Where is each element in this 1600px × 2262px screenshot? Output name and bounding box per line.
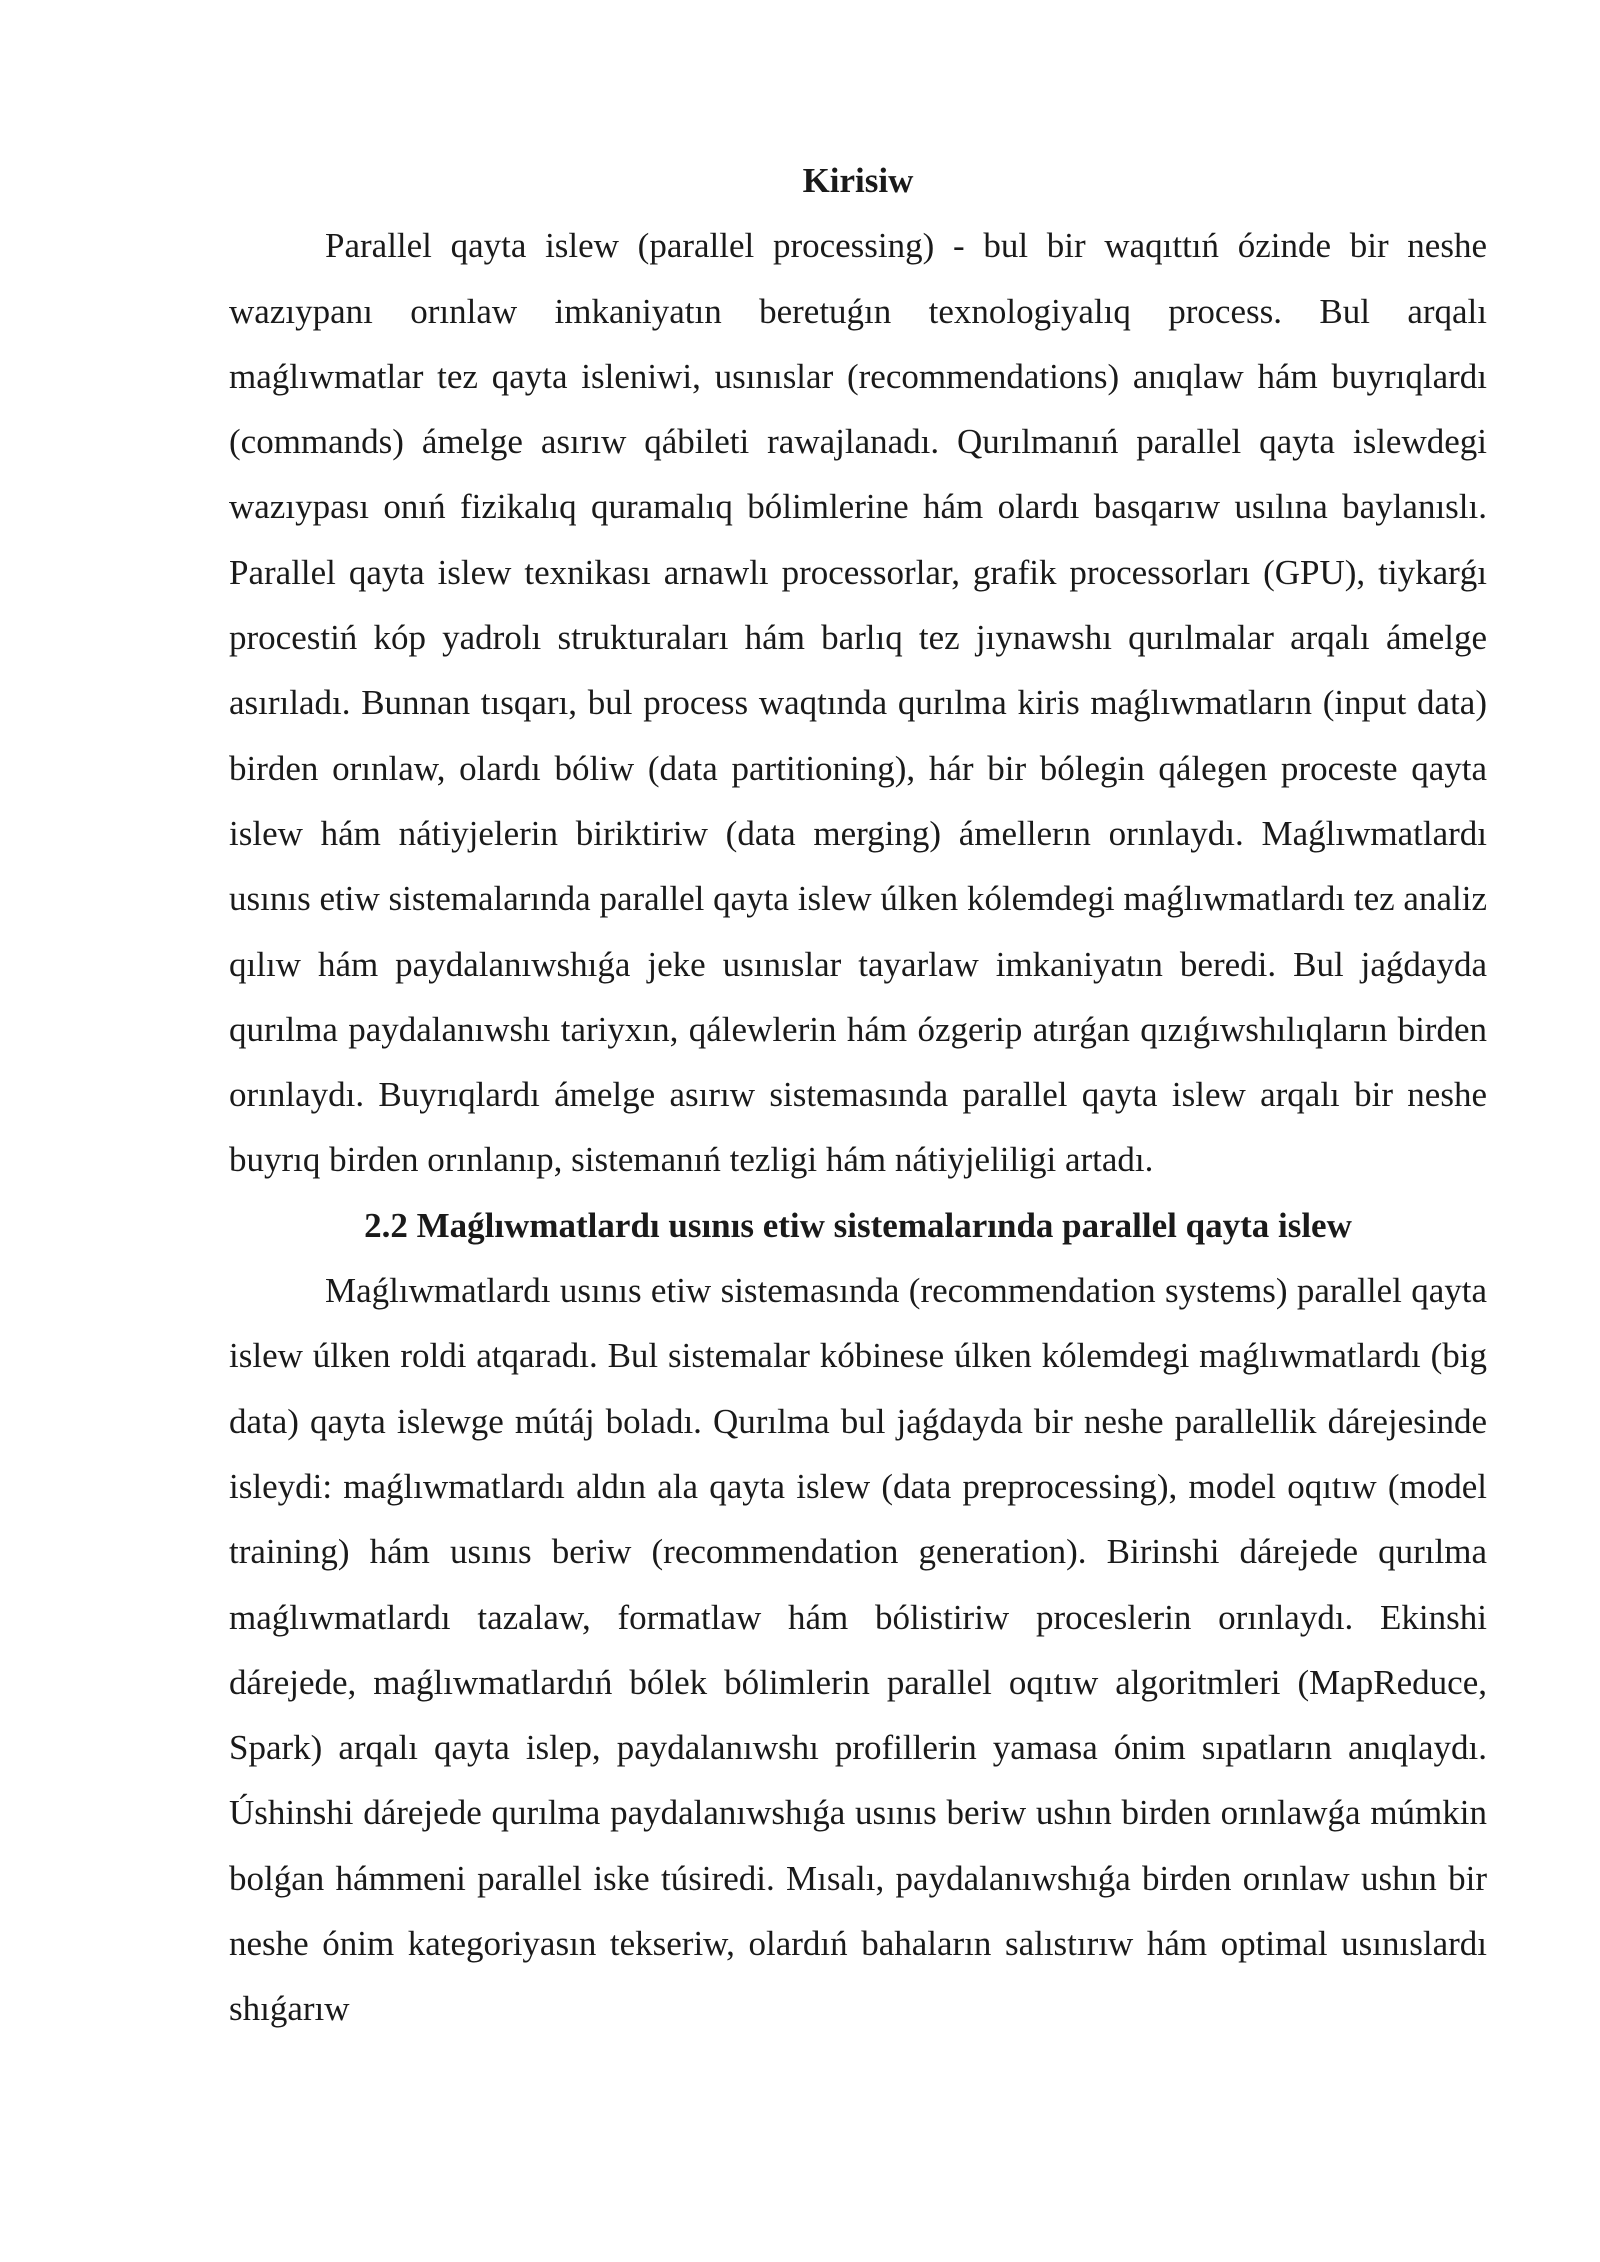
section-heading: 2.2 Maǵlıwmatlardı usınıs etiw sistemalarında parallel qayta islew bbox=[364, 1205, 1352, 1245]
section-paragraph: Maǵlıwmatlardı usınıs etiw sistemasında (recommendation systems) parallel qayta islew úlken roldi atqaradı. Bul sistemalar kóbinese úlken kólemdegi maǵlıwmatlardı (big data) qayta islewge mútáj boladı. Qurılma bul jaǵdayda bir neshe parallellik dárejesinde isleydi: maǵlıwmatlardı aldın ala qayta islew (data preprocessing), model oqıtıw (model training) hám usınıs beriw (recommendation generation). Birinshi dárejede qurılma maǵlıwmatlardı tazalaw, formatlaw hám bólistiriw proceslerin orınlaydı. Ekinshi dárejede, maǵlıwmatlardıń bólek bólimlerin parallel oqıtıw algoritmleri (MapReduce, Spark) arqalı qayta islep, paydalanıwshı profillerin yamasa ónim sıpatların anıqlaydı. Úshinshi dárejede qurılma paydalanıwshıǵa usınıs beriw ushın birden orınlawǵa múmkin bolǵan hámmeni parallel iske túsiredi. Mısalı, paydalanıwshıǵa birden orınlaw ushın bir neshe ónim kategoriyasın tekseriw, olardıń bahaların salıstırıw hám optimal usınıslardı shıǵarıw bbox=[229, 1271, 1487, 2029]
document-page bbox=[229, 148, 1487, 2042]
document-title: Kirisiw bbox=[802, 161, 914, 200]
intro-paragraph: Parallel qayta islew (parallel processing) - bul bir waqıttıń ózinde bir neshe wazıypanı orınlaw imkaniyatın beretuǵın texnologiyalıq process. Bul arqalı maǵlıwmatlar tez qayta isleniwi, usınıslar (recommendations) anıqlaw hám buyrıqlardı (commands) ámelge asırıw qábileti rawajlanadı. Qurılmanıń parallel qayta islewdegi wazıypası onıń fizikalıq quramalıq bólimlerine hám olardı basqarıw usılına baylanıslı. Parallel qayta islew texnikası arnawlı processorlar, grafik processorları (GPU), tiykarǵı procestiń kóp yadrolı strukturaları hám barlıq tez jıynawshı qurılmalar arqalı ámelge asırıladı. Bunnan tısqarı, bul process waqtında qurılma kiris maǵlıwmatların (input data) birden orınlaw, olardı bóliw (data partitioning), hár bir bólegin qálegen proceste qayta islew hám nátiyjelerin biriktiriw (data merging) ámellerın orınlaydı. Maǵlıwmatlardı usınıs etiw sistemalarında parallel qayta islew úlken kólemdegi maǵlıwmatlardı tez analiz qılıw hám paydalanıwshıǵa jeke usınıslar tayarlaw imkaniyatın beredi. Bul jaǵdayda qurılma paydalanıwshı tariyxın, qálewlerin hám ózgerip atırǵan qızıǵıwshılıqların birden orınlaydı. Buyrıqlardı ámelge asırıw sistemasında parallel qayta islew arqalı bir neshe buyrıq birden orınlanıp, sistemanıń tezligi hám nátiyjeliligi artadı. bbox=[229, 226, 1487, 1180]
